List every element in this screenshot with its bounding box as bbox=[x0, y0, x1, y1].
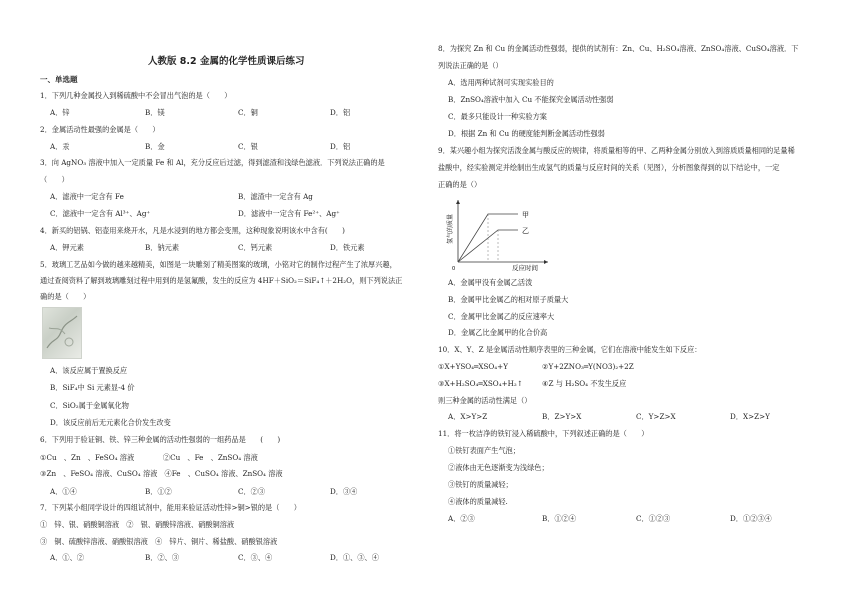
q2-option-b: B．金 bbox=[145, 142, 165, 151]
q4-stem: 4．新买的铝锅、铝壶用来烧开水，凡是水浸到的地方都会变黑，这种现象说明该水中含有( ) bbox=[40, 226, 345, 235]
q11-line3: ③铁钉的质量减轻； bbox=[448, 480, 513, 489]
q1-stem: 1．下列几种金属投入到稀硫酸中不会冒出气泡的是（ ） bbox=[40, 91, 232, 100]
q6-stem: 6．下列用于验证铜、铁、锌三种金属的活动性强弱的一组药品是 ( ) bbox=[40, 435, 281, 444]
q10-option-d: D．X>Z>Y bbox=[730, 412, 770, 421]
q5-stem-end: 确的是（ ） bbox=[40, 292, 91, 301]
q11-option-b: B．①②④ bbox=[542, 514, 577, 523]
q5-option-a: A．该反应属于置换反应 bbox=[50, 366, 128, 375]
q11-line2: ②液体由无色逐渐变为浅绿色； bbox=[448, 463, 549, 472]
q3-stem: 3．向 AgNO₃ 溶液中加入一定质量 Fe 和 Al，充分反应后过滤，得到滤渣和浅绿色滤液．下列说法正确的是 bbox=[40, 158, 385, 167]
q6-line2: ③Zn 、FeSO₄ 溶液、CuSO₄ 溶液 ④Fe 、CuSO₄ 溶液、ZnSO₄ 溶液 bbox=[40, 469, 283, 478]
q11-stem: 11．将一枚洁净的铁钉浸入稀硫酸中，下列叙述正确的是（ ） bbox=[438, 429, 649, 438]
q11-option-d: D．①②③④ bbox=[730, 514, 772, 523]
q11-option-a: A．②③ bbox=[448, 514, 475, 523]
q6-option-c: C．②③ bbox=[238, 487, 266, 496]
q8-option-d: D．根据 Zn 和 Cu 的硬度能判断金属活动性强弱 bbox=[448, 129, 605, 138]
q7-option-b: B．②、③ bbox=[145, 553, 180, 562]
q4-option-a: A．钾元素 bbox=[50, 243, 84, 252]
q10-reaction-2: ②Y+2ZNO₃═Y(NO3)₂+2Z bbox=[542, 362, 634, 371]
q2-option-a: A．汞 bbox=[50, 142, 70, 151]
q10-reaction-4: ④Z 与 H₂SO₄ 不发生反应 bbox=[542, 379, 627, 388]
q5-option-d: D．该反应前后无元素化合价发生改变 bbox=[50, 418, 171, 427]
q2-option-d: D．铝 bbox=[330, 142, 351, 151]
engraved-glass-photo bbox=[42, 307, 82, 359]
q8-option-a: A．选用两种试剂可实现实验目的 bbox=[448, 78, 554, 87]
x-axis-arrow bbox=[544, 260, 548, 264]
q1-option-b: B．镁 bbox=[145, 108, 165, 117]
q1-option-c: C．铜 bbox=[238, 108, 258, 117]
q5-stem-cont: 通过查阅资料了解到玻璃雕刻过程中用到的是氢氟酸，发生的反应为 4HF＋SiO₂＝SiF₄↑＋2H₂O，则下列说法正 bbox=[40, 276, 403, 285]
q6-option-a: A．①④ bbox=[50, 487, 77, 496]
q5-stem: 5．玻璃工艺品如今做的越来越精美，如图是一块雕刻了精美图案的玻璃，小铭对它的制作过程产生了浓厚兴趣， bbox=[40, 260, 397, 269]
page-title: 人教版 8.2 金属的化学性质课后练习 bbox=[148, 56, 305, 67]
q2-stem: 2．金属活动性最强的金属是（ ） bbox=[40, 125, 160, 134]
q9-stem-end: 正确的是（） bbox=[438, 180, 482, 189]
q7-option-c: C．③、④ bbox=[238, 553, 273, 562]
q4-option-d: D．铁元素 bbox=[330, 243, 365, 252]
q3-option-c: C．滤液中一定含有 Al³⁺、Ag⁺ bbox=[50, 209, 151, 218]
q10-option-b: B．Z>Y>X bbox=[542, 412, 582, 421]
q1-option-d: D．铝 bbox=[330, 108, 351, 117]
q6-line1: ①Cu 、Zn 、FeSO₄ 溶液 ②Cu 、Fe 、ZnSO₄ 溶液 bbox=[40, 453, 258, 462]
q11-line1: ①铁钉表面产生气泡； bbox=[448, 446, 520, 455]
q10-option-c: C．Y>Z>X bbox=[636, 412, 676, 421]
q9-option-c: C．金属甲比金属乙的反应速率大 bbox=[448, 312, 555, 321]
q10-stem: 10．X、Y、Z 是金属活动性顺序表里的三种金属，它们在溶液中能发生如下反应： bbox=[438, 345, 702, 354]
hydrogen-time-graph bbox=[444, 196, 554, 274]
q11-option-c: C．①②③ bbox=[636, 514, 671, 523]
q5-option-c: C．SiO₂属于金属氧化物 bbox=[50, 401, 129, 410]
q9-stem-cont: 盐酸中，经实验测定并绘制出生成氢气的质量与反应时间的关系（见图），分析图象得到的以下结论中，一定 bbox=[438, 163, 780, 172]
series-jia-label: 甲 bbox=[522, 211, 529, 219]
origin-label: 0 bbox=[452, 266, 456, 272]
q3-stem-cont: （ ） bbox=[40, 175, 69, 184]
q8-option-c: C．最多只能设计一种实验方案 bbox=[448, 112, 547, 121]
q3-option-d: D．滤液中一定含有 Fe²⁺、Ag⁺ bbox=[238, 209, 340, 218]
q4-option-b: B．钠元素 bbox=[145, 243, 180, 252]
q2-option-c: C．银 bbox=[238, 142, 258, 151]
section-heading: 一、单选题 bbox=[40, 75, 78, 84]
q7-line1: ① 锌、银、硝酸铜溶液 ② 银、硝酸锌溶液、硝酸铜溶液 bbox=[40, 520, 235, 529]
q8-stem: 8．为探究 Zn 和 Cu 的金属活动性强弱，提供的试剂有：Zn、Cu、H₂SO₄溶液、ZnSO₄溶液、CuSO₄溶液．下 bbox=[438, 44, 799, 53]
q9-stem: 9．某兴趣小组为探究活泼金属与酸反应的规律，将质量相等的甲、乙两种金属分别放入到溶质质量相同的足量稀 bbox=[438, 146, 795, 155]
series-yi-label: 乙 bbox=[522, 227, 529, 235]
q6-option-b: B．①② bbox=[145, 487, 172, 496]
y-axis-label: 氢气的质量 bbox=[447, 213, 454, 244]
q7-stem: 7．下列某小组同学设计的四组试剂中，能用来验证活动性锌>铜>银的是（ ） bbox=[40, 503, 301, 512]
q10-reaction-3: ③X+H₂SO₄═XSO₄+H₂↑ bbox=[438, 379, 523, 388]
y-axis-arrow bbox=[456, 200, 460, 204]
q8-option-b: B．ZnSO₄溶液中加入 Cu 不能探究金属活动性强弱 bbox=[448, 95, 614, 104]
q3-option-a: A．滤液中一定含有 Fe bbox=[50, 192, 124, 201]
q10-option-a: A．X>Y>Z bbox=[448, 412, 488, 421]
q11-line4: ④液体的质量减轻. bbox=[448, 497, 508, 506]
q10-stem-cont: 则三种金属的活动性满足（） bbox=[438, 396, 532, 405]
q8-stem-cont: 列说法正确的是（） bbox=[438, 61, 503, 70]
q4-option-c: C．钙元素 bbox=[238, 243, 273, 252]
q6-option-d: D．③④ bbox=[330, 487, 358, 496]
q9-option-b: B．金属甲比金属乙的相对原子质量大 bbox=[448, 295, 569, 304]
q1-option-a: A．锌 bbox=[50, 108, 70, 117]
q7-option-a: A．①、② bbox=[50, 553, 84, 562]
q9-option-a: A．金属甲没有金属乙活泼 bbox=[448, 278, 533, 287]
q10-reaction-1: ①X+YSO₄═XSO₄+Y bbox=[438, 362, 508, 371]
q7-option-d: D．①、③、④ bbox=[330, 553, 379, 562]
x-axis-label: 反应时间 bbox=[512, 264, 538, 272]
q9-option-d: D．金属乙比金属甲的化合价高 bbox=[448, 328, 548, 337]
q3-option-b: B．滤渣中一定含有 Ag bbox=[238, 192, 313, 201]
q5-option-b: B．SiF₄中 Si 元素显-4 价 bbox=[50, 383, 135, 392]
q7-line2: ③ 铜、硫酸锌溶液、硝酸银溶液 ④ 锌片、铜片、稀盐酸、硝酸银溶液 bbox=[40, 537, 278, 546]
